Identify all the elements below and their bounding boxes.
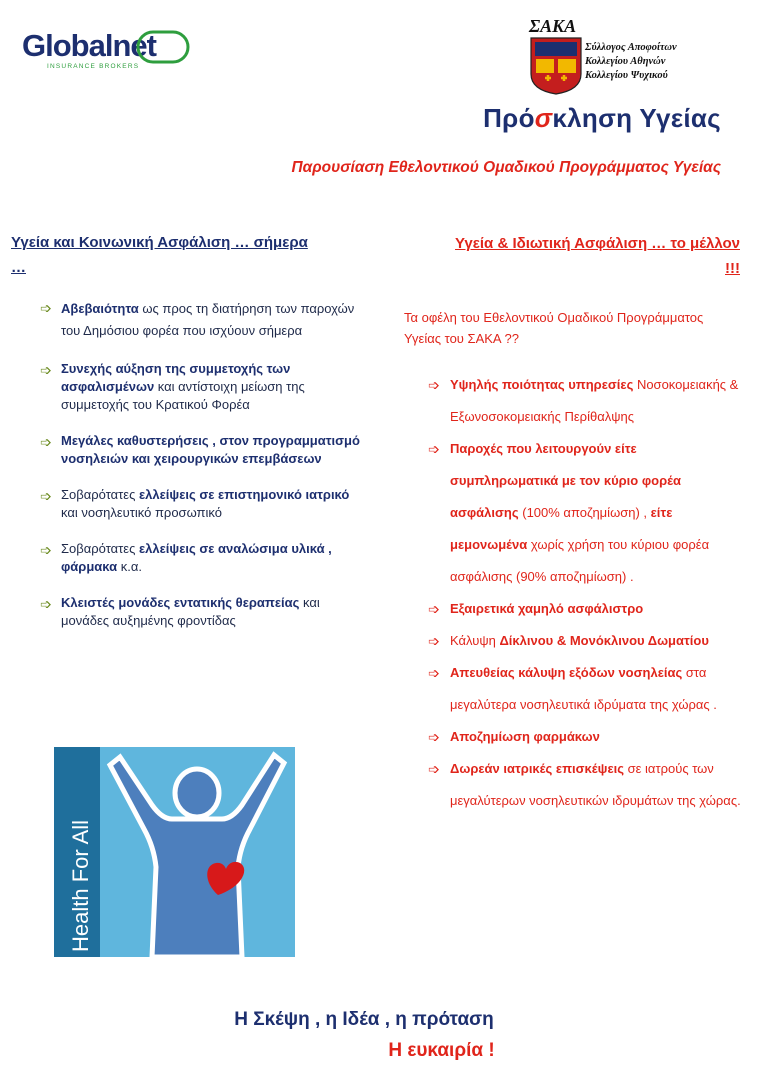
list-item: ➩ Αποζημίωση φαρμάκων [428,729,600,745]
list-item: ➩ Εξαιρετικά χαμηλό ασφάλιστρο [428,601,644,617]
arrow-right-icon: ➩ [428,729,440,745]
association-name: Σύλλογος Αποφοίτων Κολλεγίου Αθηνών Κολλεγίου Ψυχικού [585,42,677,81]
page-title: Πρόσκληση Υγείας [483,103,721,133]
list-item: ➩ Υψηλής ποιότητας υπηρεσίες Νοσοκομειακής & Εξωνοσοκομειακής Περίθαλψης [428,377,739,424]
list-item: ➩ Συνεχής αύξηση της συμμετοχής των ασφαλισμένων και αντίστοιχη μείωση της συμμετοχής του Κρατικού Φορέα [40,361,305,412]
arrow-right-icon: ➩ [428,761,440,777]
globalnet-logo [20,24,195,72]
left-benefits-list [40,298,360,630]
arrow-right-icon: ➩ [40,434,52,450]
list-item: ➩ Απευθείας κάλυψη εξόδων νοσηλείας στα μεγαλύτερα νοσηλευτικά ιδρύματα της χώρας . [428,665,717,712]
right-column-heading: Υγεία & Ιδιωτική Ασφάλιση … το μέλλον !!! [455,235,740,277]
closing-line-1: Η Σκέψη , η Ιδέα , η πρόταση [234,1009,494,1030]
arrow-right-icon: ➩ [40,362,52,378]
list-item: ➩ Κάλυψη Δίκλινου & Μονόκλινου Δωματίου [428,633,709,649]
list-item: ➩ Σοβαρότατες ελλείψεις σε αναλώσιμα υλικά , φάρμακα κ.α. [40,541,332,574]
arrow-right-icon: ➩ [428,665,440,681]
arrow-right-icon: ➩ [428,377,440,393]
arrow-right-icon: ➩ [40,300,52,316]
arrow-right-icon: ➩ [428,633,440,649]
list-item: ➩ Αβεβαιότητα ως προς τη διατήρηση των παροχών του Δημόσιου φορέα που ισχύουν σήμερα [40,300,355,338]
right-benefits-list [428,369,748,817]
page-subtitle: Παρουσίαση Εθελοντικού Ομαδικού Προγράμματος Υγείας [291,159,721,176]
benefits-intro: Τα οφέλη του Εθελοντικού Ομαδικού Προγράμματος Υγείας του ΣΑΚΑ ?? [404,310,704,346]
health-for-all-image [54,747,295,957]
image-caption: Health For All [68,819,93,952]
logo-wordmark: Globalnet [22,28,156,63]
arrow-right-icon: ➩ [40,596,52,612]
list-item: ➩ Μεγάλες καθυστερήσεις , στον προγραμματισμό νοσηλειών και χειρουργικών επεμβάσεων [40,433,360,466]
arrow-right-icon: ➩ [40,488,52,504]
arrow-right-icon: ➩ [40,542,52,558]
closing-line-2: Η ευκαιρία ! [388,1040,495,1061]
list-item: ➩ Παροχές που λειτουργούν είτε συμπληρωματικά με τον κύριο φορέα ασφάλισης (100% αποζημίωση) , είτε μεμονωμένα χωρίς χρήση του κύριου φορέα ασφάλισης (90% αποζημίωση) . [428,441,710,584]
list-item: ➩ Κλειστές μονάδες εντατικής θεραπείας και μονάδες αυξημένης φροντίδας [40,595,320,628]
arrow-right-icon: ➩ [428,601,440,617]
saka-emblem [527,14,727,96]
arrow-right-icon: ➩ [428,441,440,457]
list-item: ➩ Σοβαρότατες ελλείψεις σε επιστημονικό ιατρικό και νοσηλευτικό προσωπικό [40,487,350,520]
left-column-heading: Υγεία και Κοινωνική Ασφάλιση … σήμερα … [11,234,308,276]
logo-tagline: INSURANCE BROKERS [47,63,140,70]
list-item: ➩ Δωρεάν ιατρικές επισκέψεις σε ιατρούς των μεγαλύτερων νοσηλευτικών ιδρυμάτων της χώρας. [428,761,741,808]
saka-wordmark: ΣΑΚΑ [529,16,577,36]
